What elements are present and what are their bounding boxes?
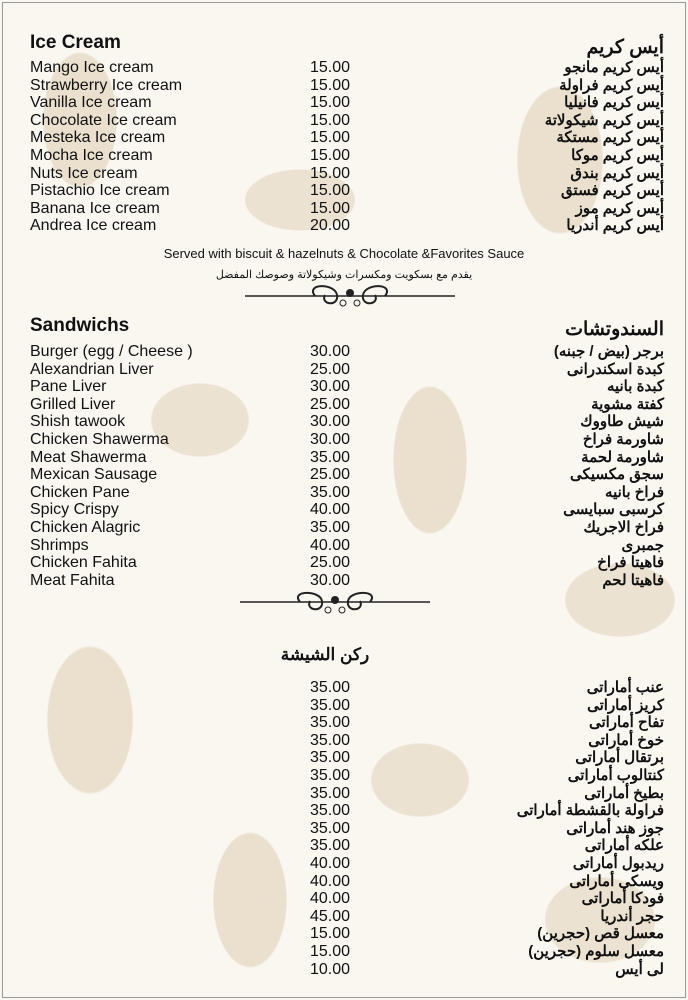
item-name-en: Spicy Crispy: [30, 501, 119, 519]
item-price: 30.00: [310, 378, 351, 396]
menu-item: [0, 749, 688, 767]
item-name-ar: أيس كريم بندق: [570, 164, 664, 182]
item-price: 15.00: [310, 111, 351, 129]
item-name-en: Alexandrian Liver: [30, 360, 154, 378]
item-name-en: Meat Fahita: [30, 571, 115, 589]
item-price: 35.00: [310, 784, 351, 802]
item-name-ar: فراخ بانيه: [605, 483, 664, 501]
menu-item: [0, 697, 688, 715]
item-name-ar: حجر أندريا: [600, 907, 664, 925]
menu-item: [0, 837, 688, 855]
sandwiches-title-en: Sandwichs: [30, 315, 130, 336]
item-name-ar: أيس كريم شيكولاتة: [544, 111, 664, 129]
item-price: 40.00: [310, 890, 351, 908]
item-price: 35.00: [310, 714, 351, 732]
menu-item: [0, 714, 688, 732]
item-price: 35.00: [310, 448, 351, 466]
menu-item: [0, 785, 688, 803]
menu-item: [0, 112, 688, 130]
ornament-divider: [240, 590, 430, 620]
item-price: 30.00: [310, 413, 351, 431]
item-name-en: Strawberry Ice cream: [30, 76, 183, 94]
item-name-ar: سجق مكسيكى: [570, 466, 664, 484]
menu-item: [0, 77, 688, 95]
menu-item: [0, 572, 688, 590]
shisha-title-ar: ركن الشيشة: [280, 645, 370, 664]
item-name-ar: أيس كريم مانجو: [564, 59, 664, 76]
menu-item: [0, 217, 688, 235]
item-name-en: Chicken Alagric: [30, 519, 141, 536]
item-price: 35.00: [310, 696, 351, 714]
item-name-ar: فراولة بالقشطة أماراتى: [516, 802, 664, 820]
ornament-divider: [245, 283, 455, 313]
item-name-en: Chicken Shawerma: [30, 431, 169, 448]
item-price: 15.00: [310, 164, 351, 182]
sandwiches-title-ar: السندوتشات: [565, 319, 664, 340]
item-name-en: Chocolate Ice cream: [30, 111, 177, 129]
menu-item: [0, 94, 688, 112]
menu-item: [0, 679, 688, 697]
item-price: 20.00: [310, 217, 351, 235]
menu-item: [0, 908, 688, 926]
item-name-ar: ريدبول أماراتى: [572, 855, 664, 872]
item-name-ar: أيس كريم أندريا: [566, 217, 664, 235]
item-name-ar: كفتة مشوية: [591, 395, 664, 413]
menu-item: [0, 200, 688, 218]
item-price: 40.00: [310, 855, 351, 872]
menu-item: [0, 767, 688, 785]
item-name-en: Shrimps: [30, 536, 89, 554]
menu-item: [0, 361, 688, 379]
item-name-en: Shish tawook: [30, 413, 126, 431]
item-price: 25.00: [310, 554, 351, 572]
item-name-ar: شيش طاووك: [580, 413, 664, 431]
item-name-ar: فاهيتا فراخ: [597, 554, 664, 572]
menu-item: [0, 343, 688, 361]
item-price: 35.00: [310, 483, 351, 501]
item-name-ar: معسل قص (حجرين): [537, 925, 664, 943]
item-name-en: Mesteka Ice cream: [30, 129, 166, 147]
item-name-en: Grilled Liver: [30, 395, 116, 413]
item-name-en: Burger (egg / Cheese ): [30, 343, 193, 360]
item-price: 40.00: [310, 536, 351, 554]
item-name-ar: جوز هند أماراتى: [566, 819, 664, 837]
item-name-ar: فودكا أماراتى: [581, 890, 664, 908]
item-price: 15.00: [310, 129, 351, 147]
item-price: 35.00: [310, 749, 351, 767]
item-name-en: Nuts Ice cream: [30, 164, 138, 182]
menu-item: [0, 501, 688, 519]
item-name-en: Mango Ice cream: [30, 59, 154, 76]
menu-item: [0, 129, 688, 147]
item-price: 15.00: [310, 147, 351, 164]
item-price: 45.00: [310, 907, 351, 925]
menu-item: [0, 802, 688, 820]
item-name-ar: كرسبى سبايسى: [563, 501, 664, 519]
menu-item: [0, 165, 688, 183]
item-price: 35.00: [310, 519, 351, 536]
item-price: 15.00: [310, 925, 351, 943]
item-price: 15.00: [310, 59, 351, 76]
item-name-en: Chicken Fahita: [30, 554, 137, 572]
item-name-ar: فراخ الاجريك: [583, 519, 664, 536]
item-name-en: Chicken Pane: [30, 483, 130, 501]
menu-item: [0, 449, 688, 467]
menu-item: [0, 519, 688, 537]
menu-item: [0, 378, 688, 396]
item-name-en: Mocha Ice cream: [30, 147, 153, 164]
item-name-en: Andrea Ice cream: [30, 217, 157, 235]
item-price: 15.00: [310, 182, 351, 200]
item-price: 30.00: [310, 343, 351, 360]
item-name-en: Banana Ice cream: [30, 199, 160, 217]
ice-cream-note-en: Served with biscuit & hazelnuts & Chocolate &Favorites Sauce: [163, 246, 525, 261]
item-name-ar: كبدة اسكندرانى: [566, 360, 664, 378]
menu-item: [0, 484, 688, 502]
item-price: 40.00: [310, 501, 351, 519]
item-price: 30.00: [310, 431, 351, 448]
item-name-ar: فاهيتا لحم: [602, 571, 664, 589]
item-name-ar: شاورمة فراخ: [582, 431, 664, 448]
menu-item: [0, 554, 688, 572]
item-price: 25.00: [310, 466, 351, 484]
item-name-ar: كنتالوب أماراتى: [567, 767, 664, 784]
menu-item: [0, 890, 688, 908]
item-name-ar: أيس كريم مستكة: [556, 129, 664, 147]
menu-item: [0, 147, 688, 165]
menu-item: [0, 59, 688, 77]
item-name-ar: أيس كريم موكا: [571, 147, 664, 164]
item-name-ar: أيس كريم فستق: [561, 182, 664, 200]
item-name-ar: كبدة بانيه: [606, 378, 664, 396]
item-name-ar: لى أيس: [615, 960, 664, 978]
item-price: 35.00: [310, 837, 351, 855]
item-name-ar: تفاح أماراتى: [588, 714, 664, 732]
ice-cream-title-en: Ice Cream: [30, 32, 121, 53]
menu-item: [0, 413, 688, 431]
ice-cream-note-ar: يقدم مع بسكويت ومكسرات وشيكولاتة وصوصك المفضل: [215, 269, 473, 281]
item-price: 10.00: [310, 960, 351, 978]
menu-item: [0, 396, 688, 414]
item-name-en: Meat Shawerma: [30, 448, 147, 466]
menu-item: [0, 820, 688, 838]
item-name-ar: علكه أماراتى: [584, 837, 664, 855]
item-name-ar: معسل سلوم (حجرين): [528, 943, 664, 960]
menu-item: [0, 943, 688, 961]
item-price: 35.00: [310, 802, 351, 820]
menu-item: [0, 925, 688, 943]
menu-item: [0, 855, 688, 873]
item-name-ar: جمبرى: [621, 536, 664, 554]
menu-item: [0, 732, 688, 750]
item-price: 40.00: [310, 872, 351, 890]
item-price: 25.00: [310, 360, 351, 378]
item-name-ar: عنب أماراتى: [586, 679, 664, 696]
item-name-ar: كريز أماراتى: [587, 696, 664, 714]
item-name-en: Pistachio Ice cream: [30, 182, 170, 200]
item-price: 15.00: [310, 199, 351, 217]
item-name-en: Pane Liver: [30, 378, 107, 396]
item-price: 35.00: [310, 679, 351, 696]
item-name-ar: أيس كريم موز: [575, 199, 664, 217]
item-name-en: Vanilla Ice cream: [30, 94, 152, 112]
item-price: 15.00: [310, 943, 351, 960]
item-price: 25.00: [310, 395, 351, 413]
item-price: 35.00: [310, 731, 351, 749]
item-price: 35.00: [310, 767, 351, 784]
menu-item: [0, 537, 688, 555]
item-name-ar: شاورمة لحمة: [581, 448, 664, 466]
menu-item: [0, 431, 688, 449]
menu-item: [0, 466, 688, 484]
item-name-ar: برجر (بيض / جبنه): [553, 343, 664, 360]
menu-item: [0, 961, 688, 979]
item-price: 30.00: [310, 571, 351, 589]
item-name-ar: أيس كريم فانيليا: [564, 94, 664, 112]
item-price: 15.00: [310, 76, 351, 94]
item-price: 35.00: [310, 819, 351, 837]
menu-item: [0, 182, 688, 200]
item-name-ar: خوخ أماراتى: [588, 731, 664, 749]
item-price: 15.00: [310, 94, 351, 112]
item-name-ar: أيس كريم فراولة: [559, 76, 664, 94]
item-name-ar: بطيخ أماراتى: [584, 784, 664, 802]
ice-cream-title-ar: أيس كريم: [586, 37, 664, 58]
item-name-ar: ويسكى أماراتى: [569, 872, 664, 890]
menu-item: [0, 873, 688, 891]
item-name-en: Mexican Sausage: [30, 466, 158, 484]
item-name-ar: برتقال أماراتى: [575, 749, 664, 767]
